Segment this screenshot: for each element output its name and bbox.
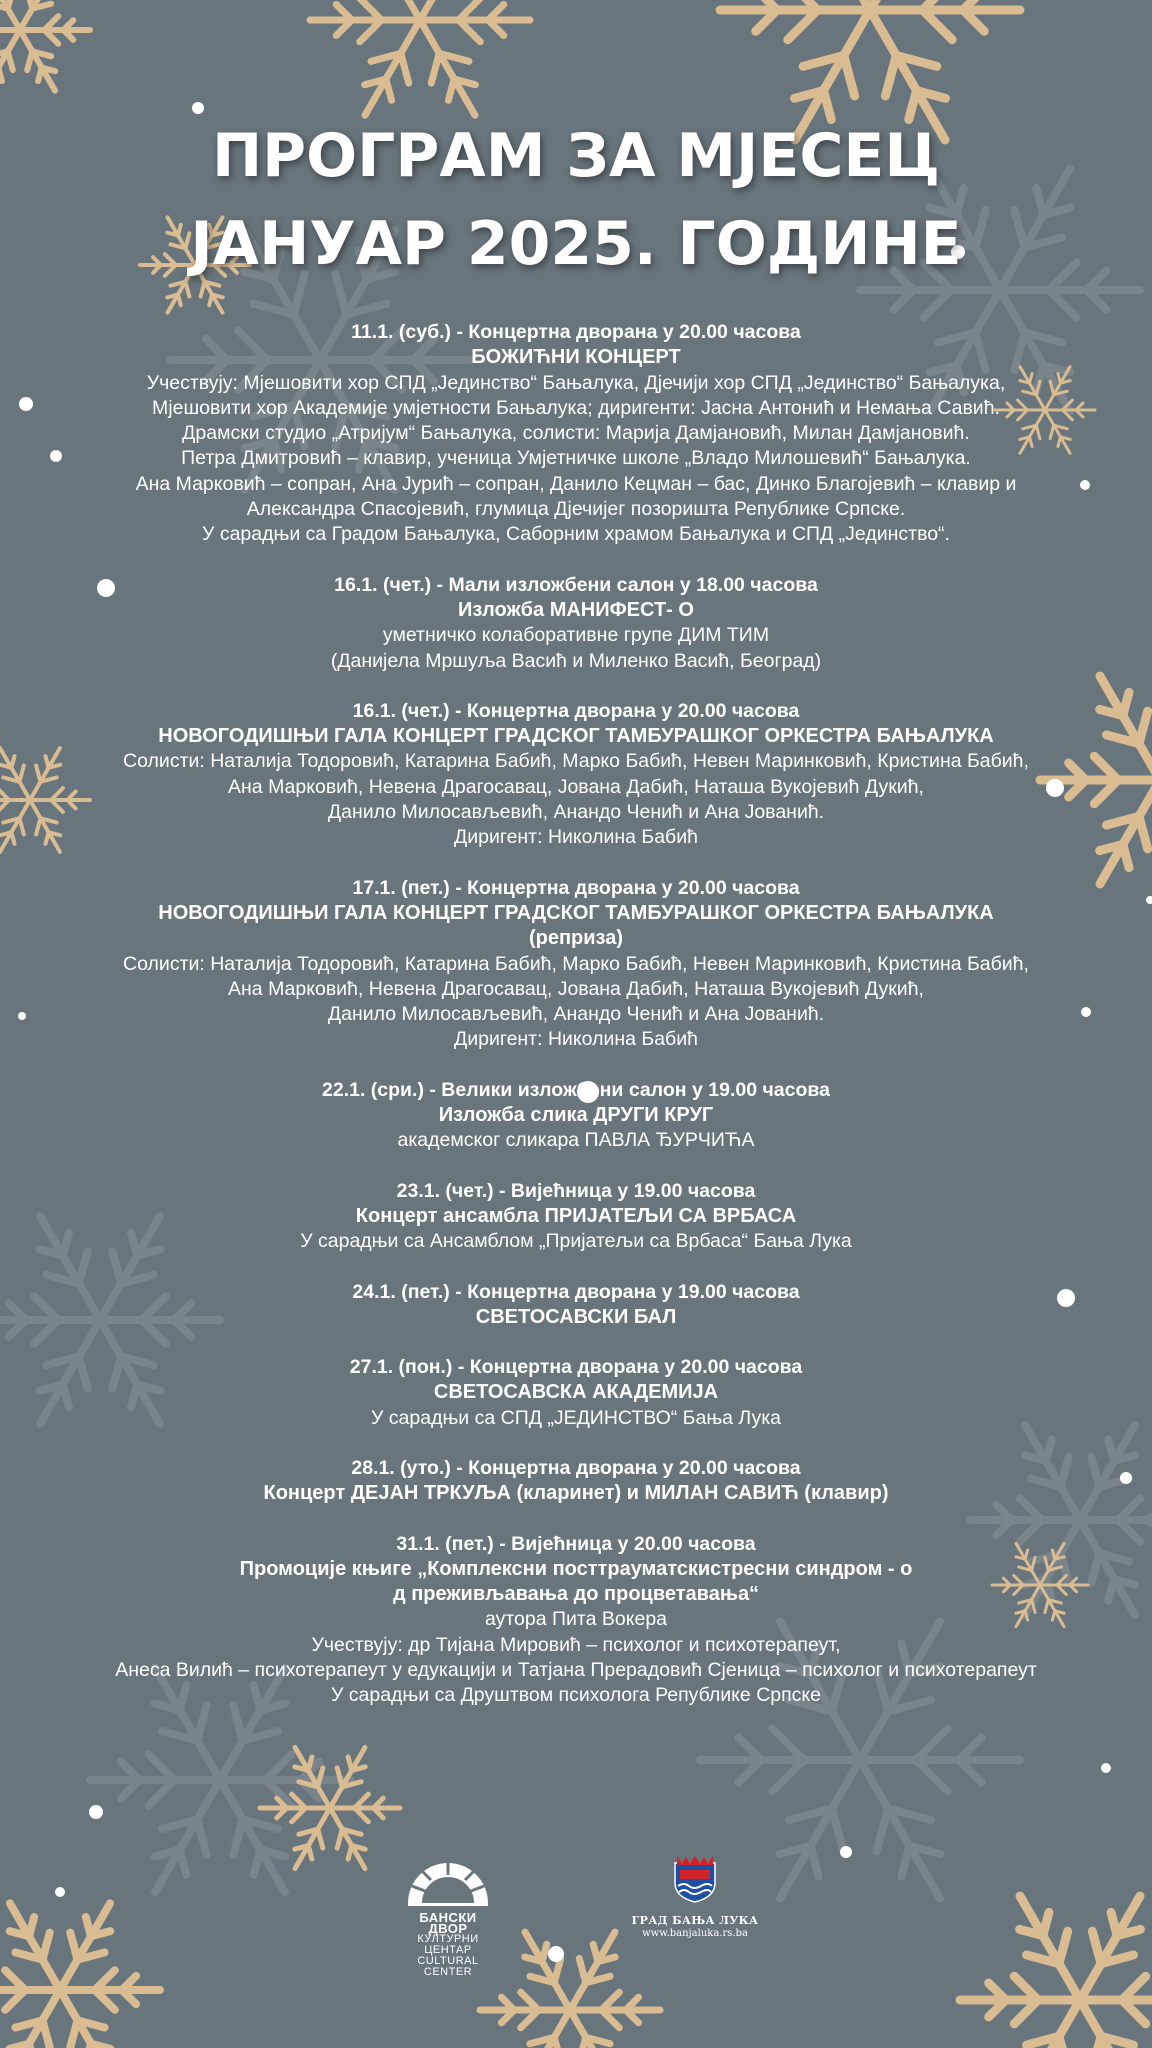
event-item: [40, 1532, 1112, 1709]
event-detail: Диригент: Николина Бабић: [454, 826, 698, 849]
event-header: 22.1. (сри.) - Велики изложбени салон у 19.00 часова: [322, 1078, 830, 1101]
event-header: 11.1. (суб.) - Концертна дворана у 20.00 часова: [351, 321, 801, 343]
snow-dot: [18, 1012, 26, 1020]
event-header: 28.1. (уто.) - Концертна дворана у 20.00 часова: [351, 1456, 801, 1479]
event-header: 16.1. (чет.) - Мали изложбени салон у 18.00 часова: [334, 573, 818, 596]
city-name: ГРАД БАЊА ЛУКА: [631, 1914, 759, 1927]
event-detail: У сарадњи са СПД „ЈЕДИНСТВО“ Бања Лука: [370, 1406, 781, 1429]
snow-dot: [1120, 1472, 1132, 1484]
city-url: www.banjaluka.rs.ba: [642, 1928, 748, 1939]
event-detail: Солисти: Наталија Тодоровић, Катарина Бабић, Марко Бабић, Невен Маринковић, Кристина Бабић,: [123, 750, 1029, 773]
event-detail: Диригент: Николина Бабић: [454, 1028, 698, 1051]
event-detail: Данило Милосављевић, Анандо Ченић и Ана Јованић.: [327, 801, 825, 824]
event-detail: Александра Спасојевић, глумица Дјечијег позоришта Републике Српске.: [246, 498, 906, 521]
event-item: [40, 1456, 1112, 1507]
event-detail: Драмски студио „Атријум“ Бањалука, солисти: Марија Дамјановић, Милан Дамјановић.: [182, 422, 970, 445]
event-title: Концерт ДЕЈАН ТРКУЉА (кларинет) и МИЛАН САВИЋ (клавир): [263, 1482, 889, 1505]
event-detail: Данило Милосављевић, Анандо Ченић и Ана Јованић.: [327, 1003, 825, 1026]
event-detail: Учествују: др Тијана Мировић – психолог и психотерапеут,: [311, 1633, 841, 1656]
event-item: [40, 1179, 1112, 1255]
event-item: [40, 699, 1112, 851]
event-detail: (Данијела Мршуља Васић и Миленко Васић, Београд): [330, 649, 822, 672]
event-detail: Ана Марковић – сопран, Ана Јурић – сопран, Данило Кецман – бас, Динко Благојевић – клавир и: [135, 472, 1017, 495]
event-detail: Ана Марковић, Невена Драгосавац, Јована Дабић, Наташа Вукојевић Дукић,: [228, 775, 924, 798]
banski-dvor-name: БАНСКИ ДВОР: [419, 1910, 477, 1936]
event-detail: аутора Пита Вокера: [484, 1608, 668, 1631]
event-item: [40, 876, 1112, 1053]
event-detail: уметничко колаборативне групе ДИМ ТИМ: [382, 624, 770, 647]
snow-dot: [19, 397, 33, 411]
banski-dvor-sub: КУЛТУРНИ ЦЕНТАР: [417, 1933, 479, 1956]
gold-snowflake: [310, 0, 530, 115]
event-detail: Учествују: Мјешовити хор СПД „Јединство“ Бањалука, Дјечији хор СПД „Јединство“ Бањалука,: [146, 371, 1006, 394]
event-item: [40, 1078, 1112, 1154]
event-header: 16.1. (чет.) - Концертна дворана у 20.00 часова: [352, 699, 800, 722]
snow-dot: [89, 1805, 103, 1819]
event-item: [40, 320, 1112, 548]
event-header: 17.1. (пет.) - Концертна дворана у 20.00 часова: [352, 876, 800, 899]
event-title: НОВОГОДИШЊИ ГАЛА КОНЦЕРТ ГРАДСКОГ ТАМБУРАШКОГ ОРКЕСТРА БАЊАЛУКА: [158, 725, 994, 748]
grad-banja-luka-logo: [630, 1853, 760, 1939]
event-item: [40, 1280, 1112, 1331]
event-header: 31.1. (пет.) - Вијећница у 20.00 часова: [396, 1532, 756, 1555]
event-header: 23.1. (чет.) - Вијећница у 19.00 часова: [396, 1179, 756, 1202]
event-detail: У сарадњи са Ансамблом „Пријатељи са Врбаса“ Бања Лука: [300, 1230, 852, 1253]
event-detail: академског сликара ПАВЛА ЂУРЧИЋА: [397, 1129, 755, 1152]
event-title: Изложба слика ДРУГИ КРУГ: [438, 1104, 714, 1127]
event-item: [40, 573, 1112, 674]
footer-logos: [0, 1845, 1152, 1978]
banski-dvor-sub-en: CULTURAL CENTER: [417, 1955, 479, 1978]
event-detail: У сарадњи са Градом Бањалука, Саборним храмом Бањалука и СПД „Јединство“.: [202, 523, 950, 546]
banski-dvor-emblem-icon: [403, 1853, 493, 1907]
snow-dot: [1146, 896, 1152, 904]
event-header: 27.1. (пон.) - Концертна дворана у 20.00 часова: [349, 1356, 803, 1379]
event-title: Концерт ансамбла ПРИЈАТЕЉИ СА ВРБАСА: [355, 1204, 797, 1227]
title-line-2: ЈАНУАР 2025. ГОДИНЕ: [190, 209, 962, 279]
snow-dot: [1101, 1763, 1111, 1773]
event-detail: Петра Дмитровић – клавир, ученица Умјетничке школе „Владо Милошевић“ Бањалука.: [181, 447, 971, 470]
event-title: СВЕТОСАВСКИ БАЛ: [475, 1305, 677, 1328]
event-detail: Солисти: Наталија Тодоровић, Катарина Бабић, Марко Бабић, Невен Маринковић, Кристина Бабић,: [123, 952, 1029, 975]
event-header: 24.1. (пет.) - Концертна дворана у 19.00 часова: [352, 1280, 800, 1303]
event-detail: Ана Марковић, Невена Драгосавац, Јована Дабић, Наташа Вукојевић Дукић,: [228, 977, 924, 1000]
title-line-1: ПРОГРАМ ЗА МЈЕСЕЦ: [211, 121, 941, 191]
event-title-note: (реприза): [528, 927, 624, 950]
event-detail: У сарадњи са Друштвом психолога Републике Српске: [330, 1684, 822, 1707]
event-title: Изложба МАНИФЕСТ- О: [458, 598, 694, 621]
event-item: [40, 1355, 1112, 1431]
page-title: [0, 112, 1152, 288]
event-title: БОЖИЋНИ КОНЦЕРТ: [471, 346, 681, 369]
event-program: [40, 320, 1112, 1734]
event-title: СВЕТОСАВСКА АКАДЕМИЈА: [433, 1381, 719, 1404]
gold-snowflake: [0, 0, 90, 91]
event-title: Промоције књиге „Комплексни посттрауматскистресни синдром - о: [239, 1557, 913, 1580]
event-title: НОВОГОДИШЊИ ГАЛА КОНЦЕРТ ГРАДСКОГ ТАМБУРАШКОГ ОРКЕСТРА БАЊАЛУКА: [158, 901, 994, 924]
banski-dvor-logo: [398, 1853, 498, 1978]
event-detail: Мјешовити хор Академије умјетности Бањалука; диригенти: Јасна Антонић и Немања Савић.: [152, 396, 1000, 419]
city-coat-of-arms-icon: [672, 1853, 718, 1903]
event-title-cont: д преживљавања до процветавања“: [392, 1583, 760, 1606]
event-detail: Анеса Вилић – психотерапеут у едукацији и Татјана Прерадовић Сјеница – психолог и психотерапеут: [115, 1659, 1037, 1682]
